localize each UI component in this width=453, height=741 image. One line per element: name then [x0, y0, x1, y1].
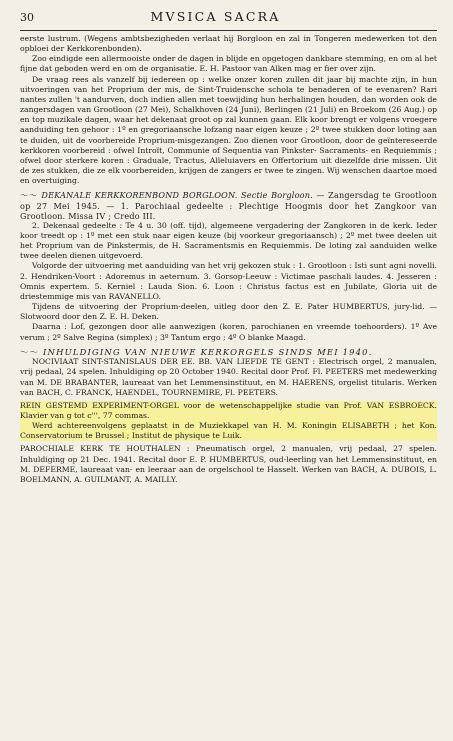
header-rule — [20, 30, 437, 31]
paragraph: De vraag rees als vanzelf bij iedereen op : welke onzer koren zullen dit jaar bij machte zijn, in hun uitvoeringen van het Proprium der mis, de Sint-Truidensche schola te benaderen of te evenaren? Rari nantes zullen 't aandurven, doch indien allen met toewijding hun herhalingen houden, dan worden ook de zangersdagen van Grootloon (27 Mei), Schalkhoven (24 Juni), Berlingen (21 Juli) en Broekom (26 Aug.) op en top muzikale dagen, waar het dekenaat groot op zal kunnen gaan. Elk koor brengt er volgens vroegere aanduiding ten gehoor : 1º en gregoriaansche lofzang naar eigen keuze ; 2º twee stukken door loting aan te duiden, uit de voorbereide Proprium-misgezangen. Zoo dienen voor Grootloon, door de geïntereseerde kerkkoren voorbereid : ofwel Introït, Communie of Sequentia van Pinkster- Sacraments- en Requiemmis ; ofwel door sterkere koren : Graduale, Tractus, Alleluiavers en Offertorium uit diezelfde drie missen. Uit de zes stukken, die ze elk voorbereiden, krijgen de zangers er twee te zingen. Wij wenschen daartoe moed en overtuiging. — [20, 74, 437, 186]
paragraph: Tijdens de uitvoering der Proprium-deelen, uitleg door den Z. E. Pater HUMBERTUS, jury-lid. — Slotwoord door den Z. E. H. Deken. — [20, 302, 437, 322]
paragraph: NOCIVIAAT SINT-STANISLAUS DER EE. BB. VAN LIEFDE TE GENT : Electrisch orgel, 2 manualen, vrij pedaal, 24 spelen. Inhuldiging op 20 October 1940. Recital door Prof. Fl. PEETERS met medewerking van M. DE BRABANTER, laureaat van het Lemmensinstituut, en M. HAERENS, orgelist titularis. Werken van BACH, C. FRANCK, HAENDEL, TOURNEMIRE, Fl. PEETERS. — [20, 357, 437, 397]
swirl-ornament-icon: 〜〜 — [20, 190, 38, 201]
paragraph: 2. Dekenaal gedeelte : Te 4 u. 30 (off. tijd), algemeene vergadering der Zangkoren in de kerk. Ieder koor treedt op : 1º met een stuk naar eigen keuze (bij voorkeur gregoriaansch) ; 2º met twee deelen uit het Proprium van de Pinkstermis, de H. Sacramentsmis en Requiemmis. De loting zal aanduiden welke twee deelen dienen uitgevoerd. — [20, 220, 437, 261]
page-number: 30 — [20, 11, 34, 24]
article-body — [20, 34, 437, 485]
swirl-ornament-icon: 〜〜 — [20, 346, 40, 357]
paragraph: REIN GESTEMD EXPERIMENT-ORGEL voor de wetenschappelijke studie van Prof. VAN ESBROECK. Klavier van g tot c''', 77 commas. — [20, 400, 437, 420]
paragraph: PAROCHIALE KERK TE HOUTHALEN : Pneumatisch orgel, 2 manualen, vrij pedaal, 27 spelen. Inhuldiging op 21 Dec. 1941. Recital door E. P. HUMBERTUS, oud-leerling van het Lemmensinstituut, en M. DEFERME, laureaat van- en leeraar aan de orgelschool te Hasselt. Werken van BACH, A. DUBOIS, L. BOELMANN, A. GUILMANT, A. MAILLY. — [20, 444, 437, 484]
paragraph: Werd achtereenvolgens geplaatst in de Muziekkapel van H. M. Koningin ELISABETH ; het Kon. Conservatorium te Brussel ; Institut de physique te Luik. — [20, 421, 437, 441]
page-header — [20, 9, 437, 29]
paragraph: Volgorde der uitvoering met aanduiding van het vrij gekozen stuk : 1. Grootloon : Isti sunt agni novelli. 2. Hendriken-Voort : Adoremus in aeternum. 3. Gorsop-Leeuw : Victimae paschali laudes. 4. Jesseren : Omnis expertem. 5. Kerniel : Lauda Sion. 6. Loon : Christus factus est en Jubilate, Gloria uit de driestemmige mis van RAVANELLO. — [20, 261, 437, 301]
paragraph: Daarna : Lof, gezongen door alle aanwezigen (koren, parochianen en vreemde toehoorders). 1º Ave verum ; 2º Salve Regina (simplex) ; 3º Tantum ergo ; 4º O blanke Maagd. — [20, 322, 437, 342]
running-title: MVSICA SACRA — [150, 9, 281, 24]
paragraph: Zoo eindigde een allermooiste onder de dagen in blijde en opgetogen dankbare stemming, en om al het fijne dat geboden werd en om de organisatie. E. H. Pastoor van Alken mag er fier over zijn. — [20, 54, 437, 74]
highlighted-passage — [20, 401, 437, 442]
section-inhuldiging — [20, 347, 437, 358]
paragraph: eerste lustrum. (Wegens ambtsbezigheden verlaat hij Borgloon en zal in Tongeren medewerken tot den opbloei der Kerkkorenbonden). — [20, 34, 437, 54]
section-heading: INHULDIGING VAN NIEUWE KERKORGELS SINDS MEI 1940. — [43, 346, 373, 357]
section-intro: — Zangersdag te Grootloon op 27 Mei 1945. — 1. Parochiaal gedeelte : Plechtige Hoogmis door het Zangkoor van Grootloon. Missa IV ; Credo III. — [20, 190, 438, 221]
section-dekanale — [20, 190, 437, 220]
section-heading: DEKANALE KERKKORENBOND BORGLOON. Sectie Borgloon. — [41, 190, 313, 201]
